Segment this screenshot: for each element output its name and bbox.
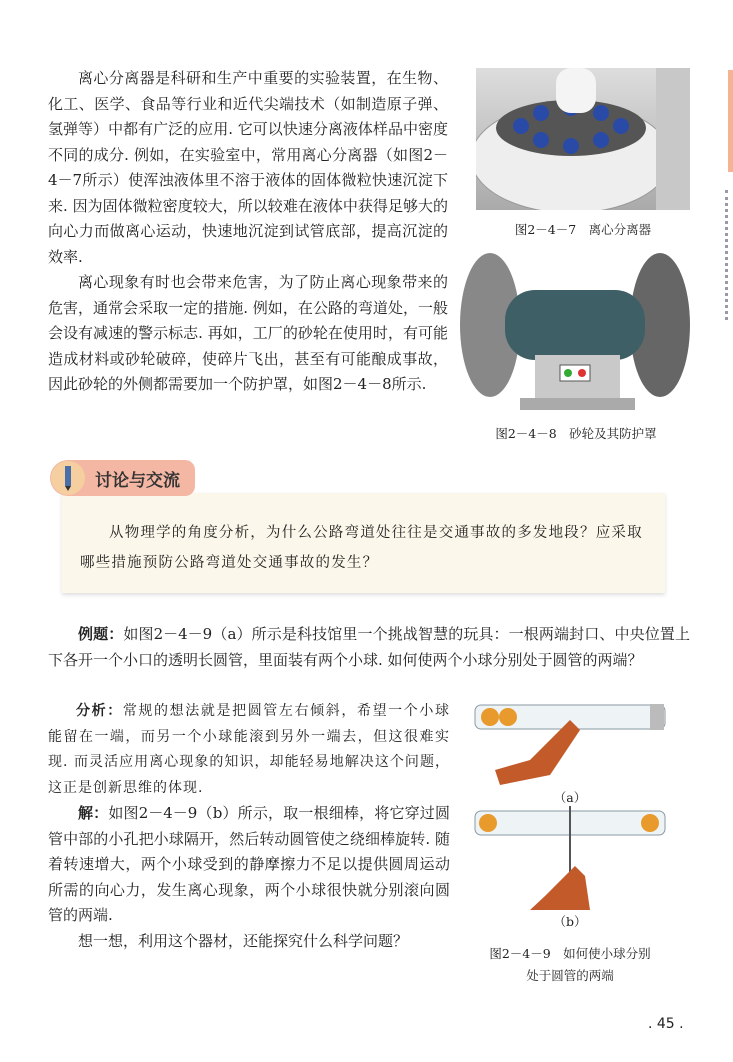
figure-caption: 图2－4－7 离心分离器 bbox=[514, 222, 652, 237]
think-question: 想一想，利用这个器材，还能探究什么科学问题？ bbox=[78, 932, 409, 950]
figure-caption: 图2－4－8 砂轮及其防护罩 bbox=[495, 426, 657, 441]
page-number: . 45 . bbox=[648, 1016, 684, 1032]
figure-label-b: （b） bbox=[553, 914, 587, 929]
solution-text: 如图2－4－9（b）所示，取一根细棒，将它穿过圆管中部的小孔把小球隔开，然后转动圆管使之绕细棒旋转. 随着转速增大，两个小球受到的静摩擦力不足以提供圆周运动所需的向心力，发生离心现象，两个小球很快就分别滚向圆管的两端. bbox=[48, 804, 450, 924]
tube-figure-a bbox=[470, 700, 670, 785]
figure-caption: 图2－4－9 如何使小球分别 bbox=[489, 946, 651, 961]
figure-caption: 处于圆管的两端 bbox=[526, 968, 614, 983]
solution-paragraph bbox=[48, 801, 450, 929]
chapter-tab bbox=[728, 70, 733, 172]
figure-label-a: （a） bbox=[553, 790, 587, 805]
paragraph-centrifuge: 离心分离器是科研和生产中重要的实验装置，在生物、化工、医学、食品等行业和近代尖端技术（如制造原子弹、氢弹等）中都有广泛的应用. 它可以快速分离液体样品中密度不同的成分. 例如，在实验室中，常用离心分离器（如图2－4－7所示）使浑浊液体里不溶于液体的固体微粒快速沉淀下来. 因为固体微粒密度较大，所以较难在液体中获得足够大的向心力而做离心运动，快速地沉淀到试管底部，提高沉淀的效率. bbox=[48, 69, 448, 266]
analysis-label: 分析： bbox=[76, 703, 123, 719]
chapter-tab-decoration bbox=[725, 190, 733, 320]
discussion-header bbox=[50, 460, 195, 496]
discussion-text: 从物理学的角度分析，为什么公路弯道处往往是交通事故的多发地段？应采取哪些措施预防公路弯道处交通事故的发生？ bbox=[80, 525, 643, 571]
example-text: 如图2－4－9（a）所示是科技馆里一个挑战智慧的玩具：一根两端封口、中央位置上下各开一个小口的透明长圆管，里面装有两个小球. 如何使两个小球分别处于圆管的两端？ bbox=[48, 625, 690, 669]
solution-label: 解： bbox=[78, 804, 109, 822]
pencil-icon bbox=[51, 461, 85, 495]
analysis-text: 常规的想法就是把圆管左右倾斜，希望一个小球能留在一端，而另一个小球能滚到另外一端去，但这很难实现. 而灵活应用离心现象的知识，却能轻易地解决这个问题，这正是创新思维的体现. bbox=[48, 703, 451, 796]
centrifuge-photo bbox=[476, 68, 690, 210]
discussion-title: 讨论与交流 bbox=[95, 470, 180, 491]
grinder-photo bbox=[460, 250, 692, 412]
example-label: 例题： bbox=[78, 625, 124, 643]
analysis-paragraph bbox=[48, 699, 450, 801]
paragraph-hazard: 离心现象有时也会带来危害，为了防止离心现象带来的危害，通常会采取一定的措施. 例如，在公路的弯道处，一般会设有减速的警示标志. 再如，工厂的砂轮在使用时，有可能造成材料或砂轮破碎，使碎片飞出，甚至有可能酿成事故，因此砂轮的外侧都需要加一个防护罩，如图2－4－8所示. bbox=[48, 273, 448, 393]
example-paragraph bbox=[48, 622, 690, 673]
tube-figure-b bbox=[470, 806, 670, 910]
